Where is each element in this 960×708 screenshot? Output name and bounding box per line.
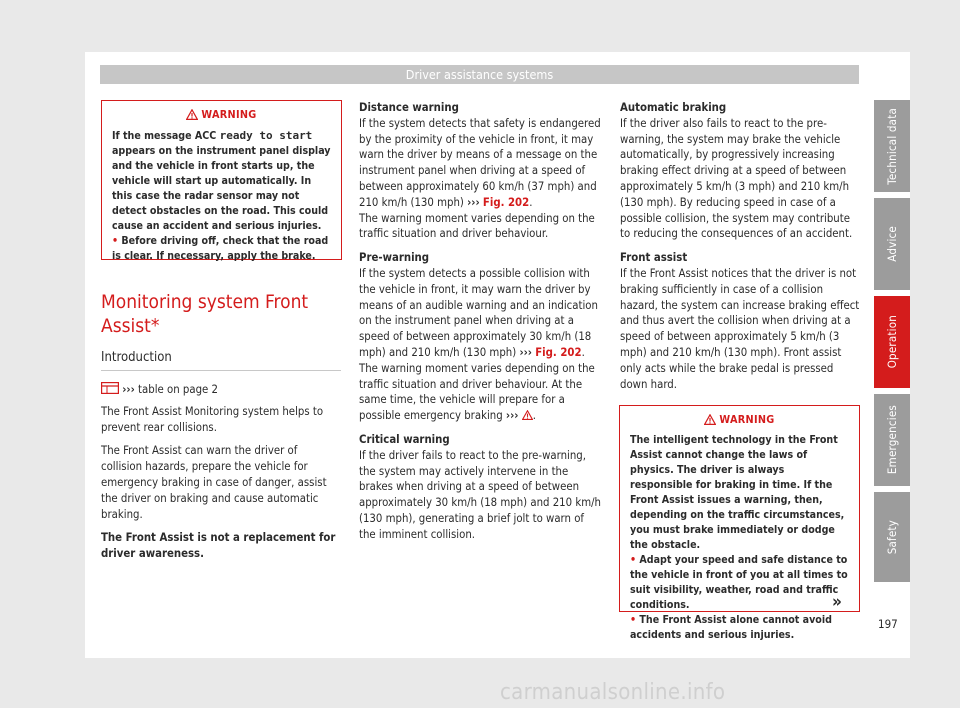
critical-warning-text: If the driver fails to react to the pre-warning, the system may actively intervene in the brakes when driving at a speed of between approximately 30 km/h (18 mph) and 210 km/h (130 mph), generating a brief jolt to warn of the imminent collision.: [359, 448, 601, 541]
table-icon: [101, 382, 119, 394]
warning-title: WARNING: [112, 107, 331, 122]
left-column: [101, 382, 341, 562]
warning-title: WARNING: [630, 412, 849, 427]
warning-bullet-1: • Adapt your speed and safe distance to the vehicle in front of you at all times to suit visibility, weather, road and traffic conditions.: [630, 554, 848, 611]
pre-warning-text: If the system detects a possible collision with the vehicle in front, it may warn the driver by means of an audible warning and an indication on the instrument panel when driving at a speed of between approximately 30 km/h (18 mph) and 210 km/h (130 mph) ››› Fig. 202.: [359, 266, 598, 359]
warning-triangle-icon: [186, 109, 198, 120]
heading-front-assist: Front assist: [620, 251, 688, 265]
pre-warning-text-2: The warning moment varies depending on the traffic situation and driver behaviour. At the same time, the vehicle will prepare for a possible emergency braking ››› .: [359, 361, 595, 423]
warning-triangle-icon: [522, 410, 533, 420]
section-subtitle: Introduction: [101, 350, 172, 365]
warning-triangle-icon: [704, 414, 716, 425]
heading-automatic-braking: Automatic braking: [620, 101, 727, 114]
tab-safety[interactable]: Safety: [874, 492, 910, 582]
front-assist-text: If the Front Assist notices that the driver is not braking sufficiently in case of a collision hazard, the system can increase braking effect and thus avert the collision when driving at a speed of between approximately 5 km/h (3 mph) and 210 km/h (130 mph). Front assist only acts while the brake pedal is pressed down hard.: [620, 266, 860, 391]
section-title: Monitoring system Front Assist*: [101, 291, 309, 337]
right-column: [620, 100, 860, 400]
page-number: 197: [878, 617, 898, 631]
middle-column: [359, 100, 601, 551]
page-header: Driver assistance systems: [100, 65, 859, 84]
intro-paragraph-1: The Front Assist Monitoring system helps to prevent rear collisions.: [101, 404, 324, 434]
heading-critical-warning: Critical warning: [359, 432, 450, 446]
tab-emergencies[interactable]: Emergencies: [874, 394, 910, 486]
warning-text: The intelligent technology in the Front Assist cannot change the laws of physics. The driver is always responsible for braking in time. If the Front Assist issues a warning, then, depending on the traffic circumstances, you must brake immediately or dodge the obstacle.: [630, 434, 845, 551]
intro-paragraph-3: The Front Assist is not a replacement for driver awareness.: [101, 531, 336, 561]
continue-arrow: »: [832, 592, 842, 612]
heading-pre-warning: Pre-warning: [359, 251, 430, 265]
tab-technical-data[interactable]: Technical data: [874, 100, 910, 192]
distance-warning-text: If the system detects that safety is endangered by the proximity of the vehicle in front, it may warn the driver by means of a message on the instrument panel when driving at a speed of between approximately 60 km/h (37 mph) and 210 km/h (130 mph) ››› Fig. 202.: [359, 116, 601, 209]
intro-paragraph-2: The Front Assist can warn the driver of collision hazards, prepare the vehicle for emergency braking in case of danger, assist the driver on braking and cause automatic braking.: [101, 444, 327, 521]
watermark: carmanualsonline.info: [500, 680, 726, 705]
warning-bullet-2: • The Front Assist alone cannot avoid accidents and serious injuries.: [630, 614, 832, 641]
tab-advice[interactable]: Advice: [874, 198, 910, 290]
tab-operation[interactable]: Operation: [874, 296, 910, 388]
warning-box-front-assist: [619, 405, 860, 641]
table-reference[interactable]: ››› table on page 2: [101, 382, 341, 398]
distance-warning-text-2: The warning moment varies depending on the traffic situation and driver behaviour.: [359, 211, 595, 241]
warning-text: If the message ACC ready to start appears on the instrument panel display and the vehicle in front starts up, the vehicle will start up automatically. In this case the radar sensor may not detect obstacles on the road. This could cause an accident and serious injuries.: [112, 129, 331, 232]
fig-link-1[interactable]: Fig. 202: [482, 195, 530, 209]
warning-bullet: • Before driving off, check that the road is clear. If necessary, apply the brake.: [112, 235, 329, 262]
heading-distance-warning: Distance warning: [359, 101, 459, 114]
warning-box-acc: [101, 100, 342, 260]
fig-link-2[interactable]: Fig. 202: [535, 345, 582, 359]
divider: [101, 370, 341, 371]
automatic-braking-text: If the driver also fails to react to the pre-warning, the system may brake the vehicle automatically, by progressively increasing braking effect driving at a speed of between approximately 5 km/h (3 mph) and 210 km/h (130 mph). By reducing speed in case of a possible collision, the system may contribute to reducing the consequences of an accident.: [620, 116, 853, 241]
